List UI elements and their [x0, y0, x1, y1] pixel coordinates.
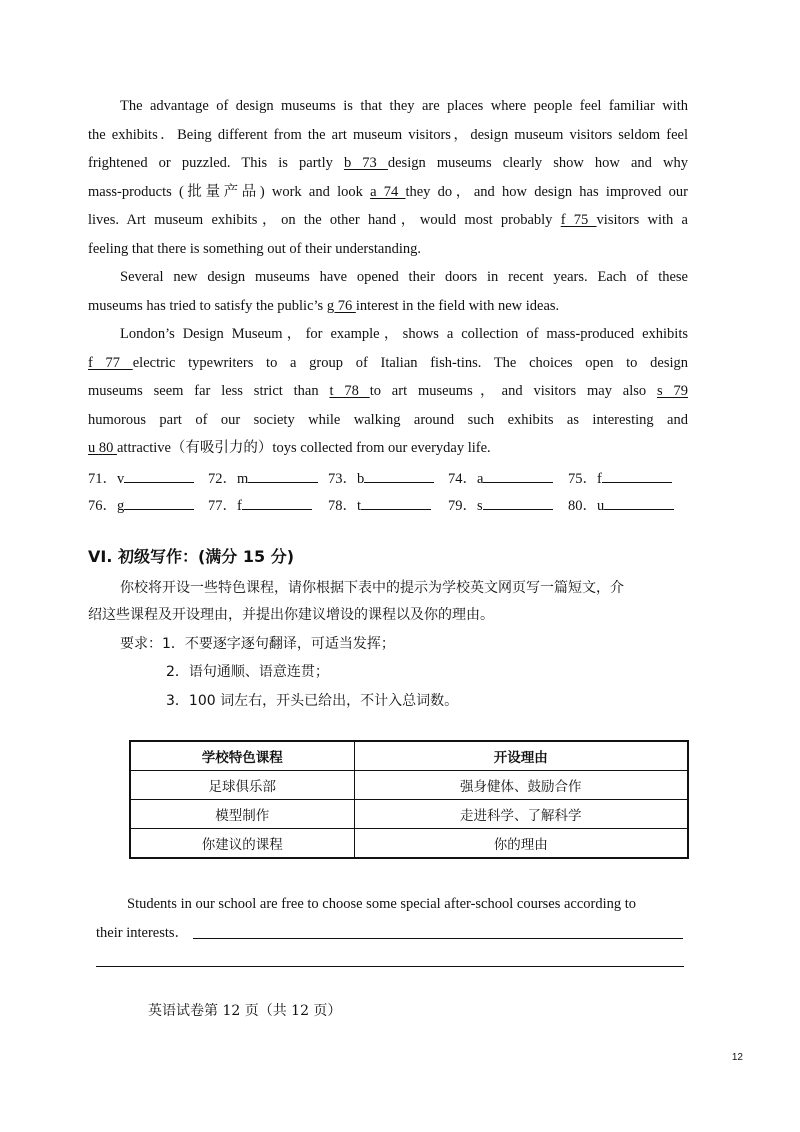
passage-text: lives. Art museum exhibits，on the other hand，would most probably [88, 212, 561, 229]
essay-opening-line-1: Students in our school are free to choose some special after-school courses according to [127, 896, 637, 912]
passage-text: design museums clearly show how and why [387, 155, 688, 172]
passage-text: electric typewriters to a group of Italian fish-tins. The choices open to design [132, 354, 688, 371]
passage-text: mass-products (批量产品) work and look [88, 183, 371, 200]
passage-line [88, 206, 688, 235]
requirement-3: 3．100 词左右，开头已给出，不计入总词数。 [166, 693, 459, 709]
passage-line: humorous part of our society while walking around such exhibits as interesting and [88, 411, 688, 428]
blank-75: f 75 [560, 212, 597, 229]
table-header: 学校特色课程 [130, 741, 354, 771]
answer-cell[interactable]: 73．b [328, 467, 448, 489]
passage-paragraph-1 [88, 92, 688, 264]
table-cell: 足球俱乐部 [130, 771, 354, 800]
answer-cell[interactable]: 75．f [568, 467, 688, 489]
answer-cell[interactable]: 78．t [328, 494, 448, 516]
table-cell: 你的理由 [354, 829, 688, 859]
page-number: 12 [731, 1052, 743, 1063]
passage-text: museums has tried to satisfy the public’s [88, 297, 327, 314]
passage-text: attractive（有吸引力的）toys collected from our everyday life. [117, 440, 491, 457]
answer-cell[interactable]: 76．g [88, 494, 208, 516]
blank-74: a 74 [370, 183, 406, 200]
passage-line [88, 349, 688, 378]
course-table [129, 740, 689, 859]
table-row [130, 800, 688, 829]
passage-line [88, 377, 688, 406]
answer-cell[interactable]: 80．u [568, 494, 688, 516]
table-cell: 走进科学、了解科学 [354, 800, 688, 829]
section-title: VI. 初级写作：(满分 15 分) [88, 547, 295, 566]
passage-line: London’s Design Museum，for example，shows a collection of mass-produced exhibits [120, 326, 688, 342]
passage-paragraph-3 [88, 320, 688, 463]
passage-paragraph-2 [88, 263, 688, 320]
answer-row-2 [88, 494, 688, 516]
passage-text: to art museums，and visitors may also [369, 383, 658, 400]
blank-77: f 77 [88, 354, 133, 371]
answer-cell[interactable]: 74．a [448, 467, 568, 489]
blank-79: s 79 [657, 383, 689, 400]
table-cell: 模型制作 [130, 800, 354, 829]
passage-line [88, 149, 688, 178]
passage-line [88, 178, 688, 207]
passage-text: interest in the field with new ideas. [355, 297, 560, 314]
passage-text: museums seem far less strict than [88, 383, 330, 400]
table-row [130, 771, 688, 800]
answer-row-1 [88, 467, 688, 489]
passage-text: they do，and how design has improved our [405, 183, 688, 200]
essay-opening-line-2: their interests． [96, 925, 190, 941]
passage-line [88, 292, 688, 321]
passage-line: The advantage of design museums is that they are places where people feel familiar with [120, 98, 688, 114]
passage-line [88, 434, 688, 463]
requirement-2: 2．语句通顺、语意连贯； [166, 664, 329, 680]
passage-line: the exhibits．Being different from the art museum visitors，design museum visitors seldom feel [88, 126, 688, 143]
passage-line: feeling that there is something out of their understanding. [88, 240, 422, 257]
passage-line: Several new design museums have opened their doors in recent years. Each of these [120, 269, 688, 285]
table-header: 开设理由 [354, 741, 688, 771]
blank-78: t 78 [329, 383, 370, 400]
writing-line[interactable] [193, 938, 683, 939]
passage-text: frightened or puzzled. This is partly [88, 155, 344, 172]
requirement-1: 要求：1．不要逐字逐句翻译，可适当发挥； [120, 636, 395, 652]
answer-cell[interactable]: 72．m [208, 467, 328, 489]
answer-cell[interactable]: 79．s [448, 494, 568, 516]
blank-80: u 80 [88, 440, 117, 457]
blank-73: b 73 [343, 155, 388, 172]
answer-cell[interactable]: 77．f [208, 494, 328, 516]
table-row [130, 829, 688, 859]
blank-76: g 76 [326, 297, 356, 314]
writing-line[interactable] [96, 966, 684, 967]
writing-intro-line-2: 绍这些课程及开设理由，并提出你建议增设的课程以及你的理由。 [88, 607, 494, 623]
passage-text: visitors with a [596, 212, 688, 229]
answer-cell[interactable]: 71．v [88, 467, 208, 489]
table-cell: 你建议的课程 [130, 829, 354, 859]
table-cell: 强身健体、鼓励合作 [354, 771, 688, 800]
table-header-row [130, 741, 688, 771]
page-footer: 英语试卷第 12 页（共 12 页） [148, 1003, 342, 1019]
writing-intro-line-1: 你校将开设一些特色课程，请你根据下表中的提示为学校英文网页写一篇短文，介 [120, 580, 624, 596]
